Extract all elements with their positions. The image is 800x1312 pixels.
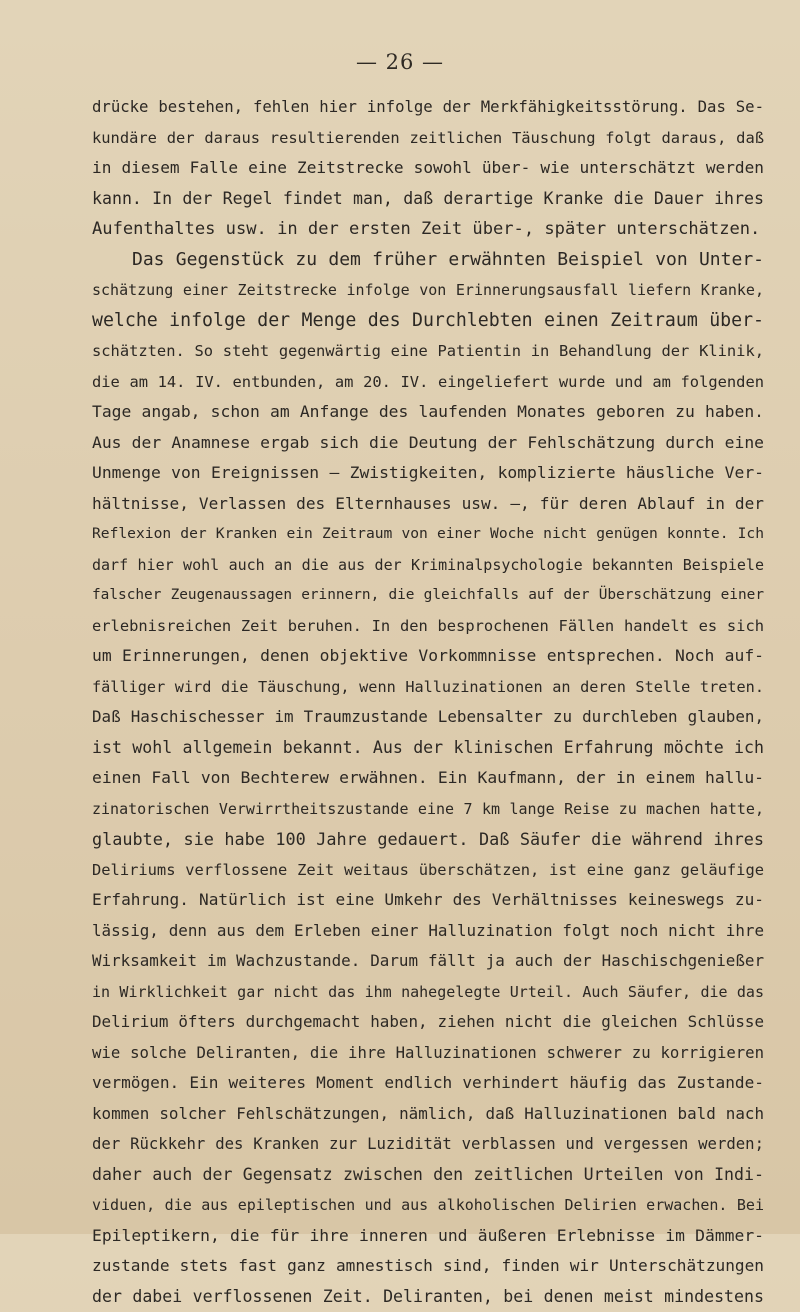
text-line: der Rückkehr des Kranken zur Luzidität verblassen und vergessen werden;: [92, 1129, 764, 1160]
text-line: Tage angab, schon am Anfange des laufenden Monates geboren zu haben.: [92, 397, 764, 428]
text-line: drücke bestehen, fehlen hier infolge der Merkfähigkeitsstörung. Das Se-: [92, 92, 764, 123]
text-line: glaubte, sie habe 100 Jahre gedauert. Daß Säufer die während ihres: [92, 824, 764, 855]
text-line: Erfahrung. Natürlich ist eine Umkehr des Verhältnisses keineswegs zu-: [92, 885, 764, 916]
text-line: lässig, denn aus dem Erleben einer Halluzination folgt noch nicht ihre: [92, 916, 764, 947]
text-line: falscher Zeugenaussagen erinnern, die gleichfalls auf der Überschätzung einer: [92, 580, 764, 611]
text-line: zustande stets fast ganz amnestisch sind, finden wir Unterschätzungen: [92, 1251, 764, 1282]
text-line: wie solche Deliranten, die ihre Halluzinationen schwerer zu korrigieren: [92, 1038, 764, 1069]
text-line: in Wirklichkeit gar nicht das ihm nahegelegte Urteil. Auch Säufer, die das: [92, 977, 764, 1008]
text-line: einen Fall von Bechterew erwähnen. Ein Kaufmann, der in einem hallu-: [92, 763, 764, 794]
text-line: welche infolge der Menge des Durchlebten einen Zeitraum über-: [92, 306, 764, 337]
text-line: Reflexion der Kranken ein Zeitraum von einer Woche nicht genügen konnte. Ich: [92, 519, 764, 550]
text-line: kundäre der daraus resultierenden zeitlichen Täuschung folgt daraus, daß: [92, 123, 764, 154]
text-line: daher auch der Gegensatz zwischen den zeitlichen Urteilen von Indi-: [92, 1160, 764, 1191]
text-line: Unmenge von Ereignissen — Zwistigkeiten, komplizierte häusliche Ver-: [92, 458, 764, 489]
body-text: [92, 92, 764, 1312]
text-line: viduen, die aus epileptischen und aus alkoholischen Delirien erwachen. Bei: [92, 1190, 764, 1221]
text-line: hältnisse, Verlassen des Elternhauses usw. —, für deren Ablauf in der: [92, 489, 764, 520]
text-line: Aus der Anamnese ergab sich die Deutung der Fehlschätzung durch eine: [92, 428, 764, 459]
text-line: Epileptikern, die für ihre inneren und äußeren Erlebnisse im Dämmer-: [92, 1221, 764, 1252]
text-line: Daß Haschischesser im Traumzustande Lebensalter zu durchleben glauben,: [92, 702, 764, 733]
text-line: erlebnisreichen Zeit beruhen. In den besprochenen Fällen handelt es sich: [92, 611, 764, 642]
text-line: um Erinnerungen, denen objektive Vorkommnisse entsprechen. Noch auf-: [92, 641, 764, 672]
text-line: die am 14. IV. entbunden, am 20. IV. eingeliefert wurde und am folgenden: [92, 367, 764, 398]
text-line: Deliriums verflossene Zeit weitaus überschätzen, ist eine ganz geläufige: [92, 855, 764, 886]
page-number: — 26 —: [0, 50, 800, 74]
text-line: darf hier wohl auch an die aus der Kriminalpsychologie bekannten Beispiele: [92, 550, 764, 581]
text-line: Das Gegenstück zu dem früher erwähnten Beispiel von Unter-: [92, 245, 764, 276]
text-line: schätzung einer Zeitstrecke infolge von Erinnerungsausfall liefern Kranke,: [92, 275, 764, 306]
text-line: Wirksamkeit im Wachzustande. Darum fällt ja auch der Haschischgenießer: [92, 946, 764, 977]
text-line: fälliger wird die Täuschung, wenn Halluzinationen an deren Stelle treten.: [92, 672, 764, 703]
text-line: kommen solcher Fehlschätzungen, nämlich, daß Halluzinationen bald nach: [92, 1099, 764, 1130]
text-line: Delirium öfters durchgemacht haben, ziehen nicht die gleichen Schlüsse: [92, 1007, 764, 1038]
text-line: kann. In der Regel findet man, daß derartige Kranke die Dauer ihres: [92, 184, 764, 215]
text-line: der dabei verflossenen Zeit. Deliranten, bei denen meist mindestens: [92, 1282, 764, 1312]
text-line: Aufenthaltes usw. in der ersten Zeit über-, später unterschätzen.: [92, 214, 764, 245]
text-line: in diesem Falle eine Zeitstrecke sowohl über- wie unterschätzt werden: [92, 153, 764, 184]
text-line: schätzten. So steht gegenwärtig eine Patientin in Behandlung der Klinik,: [92, 336, 764, 367]
text-line: ist wohl allgemein bekannt. Aus der klinischen Erfahrung möchte ich: [92, 733, 764, 764]
text-line: vermögen. Ein weiteres Moment endlich verhindert häufig das Zustande-: [92, 1068, 764, 1099]
text-line: zinatorischen Verwirrtheitszustande eine 7 km lange Reise zu machen hatte,: [92, 794, 764, 825]
